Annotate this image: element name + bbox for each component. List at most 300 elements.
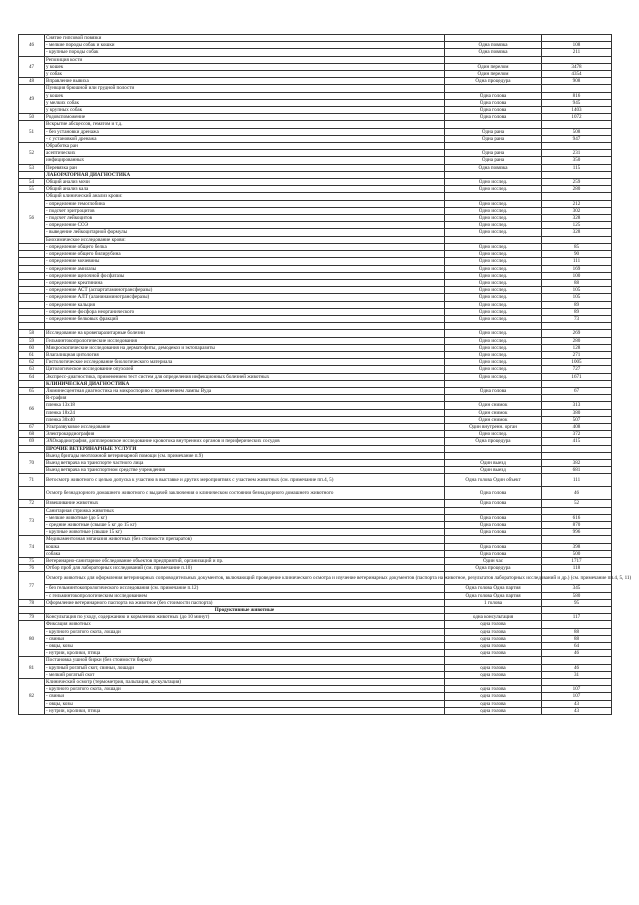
unit-label: Одно исслед. [478,359,508,366]
service-price [542,395,612,402]
table-row [19,337,612,344]
unit-label: Один час [482,558,503,564]
unit-label: Одно исслед. [478,207,508,214]
service-price: 89 [542,301,612,308]
service-price: 280 [542,337,612,344]
unit-of-measure [445,373,542,380]
table-row [19,179,612,186]
unit-of-measure [445,543,542,550]
service-description: - средние животные (свыше 5 кг до 15 кг) [45,521,445,528]
service-description: - определение креатинина [45,279,445,286]
service-price: 908 [542,78,612,85]
unit-label: Одно исслед. [478,287,508,294]
service-description: - без гельминтокопрологического исследования (см. примечание п.12) [45,585,445,592]
service-description: - выведение лейкоцитарной формулы [45,229,445,236]
service-price: 231 [542,150,612,157]
service-price: 107 [542,693,612,700]
table-row [19,585,612,592]
unit-of-measure [445,474,542,487]
service-description: ЛАБОРАТОРНАЯ ДИАГНОСТИКА [45,171,445,178]
service-description: собака [45,550,445,557]
unit-label: одна голова [480,621,506,628]
service-description: Клинический осмотр (термометрия, пальпация, аускультация) [45,679,445,686]
unit-of-measure [445,200,542,207]
unit-label: одна голова [480,686,506,693]
unit-label: Одна повязка [478,164,508,171]
service-price: 88 [542,635,612,642]
table-row [19,207,612,214]
service-description: Медикаментозная эвтаназия животных (без стоимости препаратов) [45,536,445,543]
service-price: 88 [542,628,612,635]
service-price: 996 [542,529,612,536]
unit-of-measure [445,344,542,351]
unit-of-measure [445,565,542,572]
price-table [18,34,632,715]
service-description: - мелкие породы собак и кошки [45,42,445,49]
service-description: Гистологическое исследование биологического материала [45,359,445,366]
unit-label: Одно исслед. [478,272,508,279]
unit-of-measure [445,315,542,322]
unit-label: Одно исслед. [478,373,508,380]
row-number [19,171,45,178]
row-number: 82 [19,679,45,715]
service-price: 3478 [542,63,612,70]
row-number [19,251,45,258]
table-row [19,664,612,671]
unit-label: Одна голова [479,521,507,528]
unit-of-measure [445,550,542,557]
service-description: Оформление ветеринарного паспорта на животное (без стоимости паспорта) [45,599,445,606]
unit-of-measure [445,193,542,200]
service-description: Электрокардиография [45,431,445,438]
unit-of-measure [445,49,542,56]
unit-label: Одна голова [479,387,507,394]
service-description: - крупные породы собак [45,49,445,56]
service-price: 111 [542,474,612,487]
unit-label: Одна голова [479,514,507,521]
service-price: 46 [542,487,612,500]
unit-of-measure [445,558,542,565]
table-row [19,164,612,171]
unit-of-measure [445,143,542,150]
table-row [19,402,612,409]
row-number: 59 [19,337,45,344]
service-price: 100 [542,272,612,279]
unit-of-measure [445,614,542,621]
unit-label: одна голова [480,643,506,650]
table-row [19,150,612,157]
unit-label: одна консультация [472,614,514,621]
table-row [19,330,612,337]
service-description: Постановка ушной бирки (без стоимости бирки) [45,657,445,664]
unit-label-secondary: Одна партия [493,592,521,599]
service-description: Вскрытие абсцессов, гематом и т.д. [45,121,445,128]
unit-of-measure [445,467,542,474]
unit-label: Одно исслед. [478,308,508,315]
unit-of-measure [445,135,542,142]
table-row [19,599,612,606]
unit-of-measure [445,63,542,70]
service-description: у кошек [45,63,445,70]
service-description: - свиньи [45,635,445,642]
row-number: 60 [19,344,45,351]
service-price: 67 [542,387,612,394]
unit-of-measure [445,42,542,49]
service-price: 328 [542,229,612,236]
unit-of-measure [445,265,542,272]
service-description: - крупного рогатого скота, лошади [45,628,445,635]
table-row [19,572,612,585]
service-description: Общий анализ кала [45,186,445,193]
unit-label: Один снимок [478,402,508,409]
service-description: Репозиция кости [45,56,445,63]
table-row [19,114,612,121]
unit-of-measure [445,679,542,686]
service-price: 269 [542,330,612,337]
service-description: Продуктивные животные [45,607,445,614]
service-description: Микроскопические исследования на дерматофиты, демодекоз и эктопаразиты [45,344,445,351]
unit-label: Один внутренн. орган [469,423,517,430]
table-row [19,707,612,714]
unit-of-measure [445,459,542,466]
unit-of-measure [445,114,542,121]
row-number: 52 [19,143,45,165]
service-description: - с установкой дренажа [45,135,445,142]
row-number: 47 [19,56,45,78]
service-price: 508 [542,128,612,135]
unit-label: Одна рана [481,135,505,142]
unit-of-measure [445,85,542,92]
service-description: пленка 13х18 [45,402,445,409]
service-price: 328 [542,215,612,222]
service-description: - определение фосфора неорганического [45,308,445,315]
table-row [19,35,612,42]
service-price: 816 [542,92,612,99]
unit-of-measure [445,157,542,164]
table-row [19,500,612,507]
table-row [19,85,612,92]
unit-of-measure [445,657,542,664]
table-row [19,550,612,557]
unit-of-measure [445,121,542,128]
row-number: 55 [19,186,45,193]
service-description: - без установки дренажа [45,128,445,135]
row-number [19,265,45,272]
service-price [542,121,612,128]
service-price: 1005 [542,359,612,366]
table-row [19,301,612,308]
unit-label: Одна голова [479,92,507,99]
row-number [19,607,45,614]
unit-of-measure [445,487,542,500]
service-price: 43 [542,700,612,707]
table-row [19,279,612,286]
service-description: - подсчет лейкоцитов [45,215,445,222]
unit-label: Одна голова [465,585,493,592]
service-price: 64 [542,643,612,650]
unit-of-measure [445,395,542,402]
row-number: 67 [19,423,45,430]
unit-of-measure [445,243,542,250]
service-description: Общий клинический анализ крови: [45,193,445,200]
table-row [19,143,612,150]
service-description: - определение АСТ (аспартатаминотрансферазы) [45,287,445,294]
service-description: Вправление вывиха [45,78,445,85]
row-number: 65 [19,387,45,394]
unit-of-measure [445,445,542,452]
unit-label: Один выезд [480,467,506,474]
service-description: Ультразвуковое исследование [45,423,445,430]
row-number: 75 [19,558,45,565]
table-row [19,614,612,621]
table-row [19,621,612,628]
service-description: Снятие гипсовой повязки [45,35,445,42]
row-number [19,323,45,330]
row-number [19,243,45,250]
unit-label: Одно исслед. [478,294,508,301]
service-description: Отбор проб для лабораторных исследований (см. примечание п.10) [45,565,445,572]
row-number [19,308,45,315]
table-row [19,92,612,99]
table-row [19,693,612,700]
table-row [19,423,612,430]
service-price: 85 [542,243,612,250]
row-number [19,445,45,452]
service-description: Перевязка ран [45,164,445,171]
service-description: - определение АЛТ (аланинаминотрансферазы) [45,294,445,301]
unit-of-measure [445,251,542,258]
price-table-body [19,35,632,715]
service-description [45,323,445,330]
service-description: у мелких собак [45,99,445,106]
unit-of-measure [445,416,542,423]
unit-label: Одно исслед. [478,222,508,229]
service-description: - определение мочевины [45,258,445,265]
unit-of-measure [445,500,542,507]
unit-label: Одно исслед. [478,344,508,351]
unit-label: Одна голова [479,550,507,557]
service-price: 415 [542,438,612,445]
unit-label: Одна рана [481,128,505,135]
unit-label: одна голова [480,693,506,700]
unit-of-measure [445,607,542,614]
service-description: ЭХОкардиография, допплеровское исследование кровотока внутренних органов и периферических сосудов [45,438,445,445]
service-price [542,536,612,543]
row-number: 48 [19,78,45,85]
table-row [19,671,612,678]
unit-of-measure [445,585,542,592]
service-description: - определение кальция [45,301,445,308]
service-price: 302 [542,207,612,214]
service-description: - определение белковых фракций [45,315,445,322]
table-row [19,467,612,474]
service-price: 73 [542,315,612,322]
unit-label: Одна рана [481,157,505,164]
table-row [19,409,612,416]
service-price: 95 [542,599,612,606]
table-row [19,193,612,200]
table-row [19,243,612,250]
service-price: 169 [542,265,612,272]
table-row [19,565,612,572]
table-row [19,99,612,106]
unit-of-measure [445,99,542,106]
service-price: 500 [542,550,612,557]
unit-of-measure [445,330,542,337]
row-number [19,258,45,265]
unit-label: Одно исслед. [478,315,508,322]
service-description: асептических [45,150,445,157]
table-row [19,387,612,394]
service-description: Биохимическое исследование крови: [45,236,445,243]
service-description: Влагалищная цитология [45,351,445,358]
unit-of-measure [445,351,542,358]
unit-label: Одна голова [479,490,507,497]
unit-of-measure [445,71,542,78]
unit-label: Один снимок [478,409,508,416]
row-number [19,301,45,308]
service-description: Родовспоможение [45,114,445,121]
table-row [19,635,612,642]
service-description: Обработка ран [45,143,445,150]
service-description: Фиксация животных [45,621,445,628]
unit-of-measure [445,179,542,186]
table-row [19,416,612,423]
table-row [19,650,612,657]
unit-of-measure [445,207,542,214]
row-number: 64 [19,373,45,380]
service-description: - определение гемоглобина [45,200,445,207]
unit-of-measure [445,359,542,366]
unit-of-measure [445,707,542,714]
table-row [19,514,612,521]
table-row [19,373,612,380]
unit-label: Один снимок [478,416,508,423]
table-row [19,186,612,193]
row-number: 77 [19,572,45,599]
unit-label: Одно исслед. [478,229,508,236]
service-description: у собак [45,71,445,78]
unit-of-measure [445,514,542,521]
table-row [19,536,612,543]
service-price: 313 [542,402,612,409]
table-row [19,308,612,315]
service-price: 271 [542,351,612,358]
unit-label: Одно исслед. [478,431,508,438]
unit-label: одна голова [480,650,506,657]
service-price: 345 [542,585,612,592]
service-price: 727 [542,366,612,373]
unit-label: Одно исслед. [478,351,508,358]
unit-label: Одна голова [465,592,493,599]
service-description: пленка 30х40 [45,416,445,423]
service-price [542,56,612,63]
unit-label: одна голова [480,635,506,642]
service-price [542,452,612,459]
table-row [19,121,612,128]
row-number [19,315,45,322]
row-number: 58 [19,330,45,337]
unit-of-measure [445,229,542,236]
service-price: 31 [542,671,612,678]
table-row [19,431,612,438]
service-price: 616 [542,514,612,521]
table-row [19,265,612,272]
unit-of-measure [445,650,542,657]
unit-label: Одно исслед. [478,200,508,207]
service-description: - овцы, козы [45,700,445,707]
unit-of-measure [445,258,542,265]
service-price: 259 [542,179,612,186]
unit-label: Один выезд [480,459,506,466]
service-description: - нутрии, кролики, птица [45,707,445,714]
unit-label: Одна голова [479,543,507,550]
unit-label: Одна голова [479,107,507,114]
row-number: 54 [19,179,45,186]
unit-of-measure [445,671,542,678]
row-number: 74 [19,536,45,558]
service-price [542,607,612,614]
service-description: Осмотр животных для оформления ветеринарных сопроводительных документов, включающий проведение клинического осмотра и изучение ветеринарных документов (паспорта на животное, результатов лабораторных исследований и др.) (см. примечание пп.4, 5, 11) [45,572,445,585]
service-price [542,193,612,200]
row-number: 50 [19,114,45,121]
row-number: 80 [19,621,45,657]
unit-of-measure [445,507,542,514]
table-row [19,71,612,78]
unit-label: Одно исслед. [478,258,508,265]
service-price: 280 [542,186,612,193]
section-header-row [19,445,612,452]
service-price: 350 [542,157,612,164]
service-price [542,507,612,514]
unit-of-measure [445,78,542,85]
row-number: 63 [19,366,45,373]
service-description: - определение СОЭ [45,222,445,229]
unit-of-measure [445,56,542,63]
service-description: - крупного рогатого скота, лошади [45,686,445,693]
unit-label: Одно исслед. [478,330,508,337]
table-row [19,236,612,243]
unit-of-measure [445,643,542,650]
service-price: 111 [542,258,612,265]
service-price: 211 [542,49,612,56]
unit-of-measure [445,323,542,330]
row-number: 78 [19,599,45,606]
table-row [19,558,612,565]
table-row [19,507,612,514]
service-description: - определение общего билирубина [45,251,445,258]
unit-label: одна голова [480,664,506,671]
row-number: 81 [19,657,45,679]
service-price: 945 [542,99,612,106]
unit-label: Одно исслед. [478,179,508,186]
service-description: КЛИНИЧЕСКАЯ ДИАГНОСТИКА [45,380,445,387]
service-description: - нутрии, кролики, птица [45,650,445,657]
unit-of-measure [445,128,542,135]
row-number: 70 [19,452,45,474]
service-description: - подсчет эритроцитов [45,207,445,214]
unit-label: одна голова [480,700,506,707]
service-price: 125 [542,222,612,229]
table-row [19,395,612,402]
service-description: Гельминтокопрологические исследования [45,337,445,344]
unit-of-measure [445,664,542,671]
service-description: инфицированных [45,157,445,164]
service-description: Экспресс-диагностика, применением тест систем для определения инфекционных болезней животных [45,373,445,380]
table-row [19,56,612,63]
unit-of-measure [445,431,542,438]
unit-label: Одно исслед. [478,265,508,272]
